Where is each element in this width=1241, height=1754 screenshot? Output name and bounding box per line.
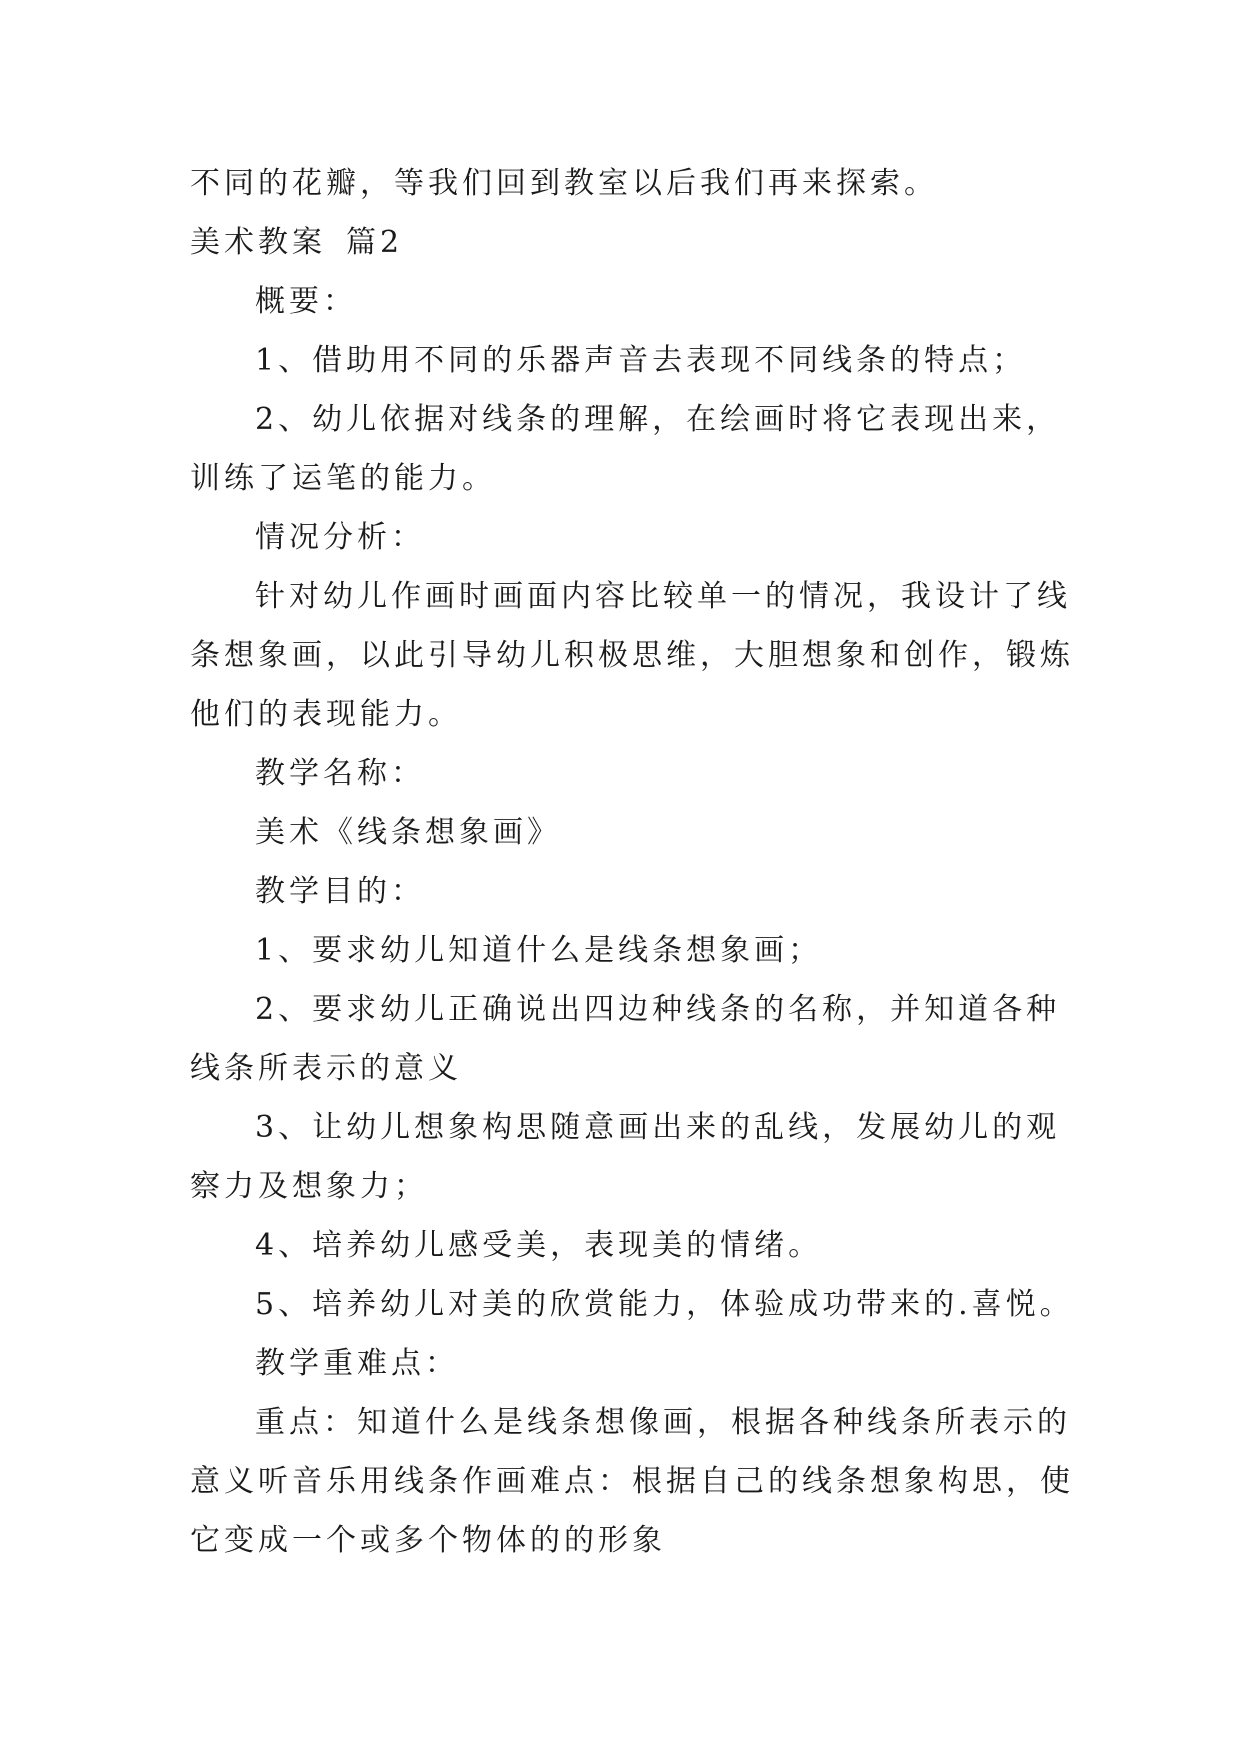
- paragraph-line: 重点：知道什么是线条想像画，根据各种线条所表示的: [255, 1405, 1071, 1440]
- paragraph-line: 训练了运笔的能力。: [190, 461, 496, 496]
- paragraph-line: 条想象画，以此引导幼儿积极思维，大胆想象和创作，锻炼: [190, 638, 1074, 673]
- paragraph-line: 4、培养幼儿感受美，表现美的情绪。: [255, 1228, 823, 1263]
- paragraph-line: 2、幼儿依据对线条的理解，在绘画时将它表现出来，: [255, 402, 1061, 437]
- paragraph-line: 教学目的：: [255, 874, 425, 909]
- paragraph-line: 它变成一个或多个物体的的形象: [190, 1523, 666, 1558]
- paragraph-line: 2、要求幼儿正确说出四边种线条的名称，并知道各种: [255, 992, 1061, 1027]
- section-heading: [190, 213, 1050, 272]
- paragraph-line: 美术《线条想象画》: [255, 815, 561, 850]
- paragraph-line: 教学重难点：: [255, 1346, 459, 1381]
- paragraph-line: 3、让幼儿想象构思随意画出来的乱线，发展幼儿的观: [255, 1110, 1061, 1145]
- paragraph-line: 针对幼儿作画时画面内容比较单一的情况，我设计了线: [255, 579, 1071, 614]
- paragraph-line: 1、借助用不同的乐器声音去表现不同线条的特点；: [255, 343, 1027, 378]
- paragraph-line: 教学名称：: [255, 756, 425, 791]
- paragraph-line: 察力及想象力；: [190, 1169, 428, 1204]
- section-title: 美术教案: [190, 225, 326, 260]
- document-body: [190, 154, 1074, 1570]
- paragraph-line: 情况分析：: [255, 520, 425, 555]
- section-number: 篇2: [346, 225, 404, 260]
- paragraph-line: 他们的表现能力。: [190, 697, 462, 732]
- paragraph-line: 概要：: [255, 284, 357, 319]
- paragraph-line: 5、培养幼儿对美的欣赏能力，体验成功带来的.喜悦。: [255, 1287, 1074, 1322]
- paragraph-line: 线条所表示的意义: [190, 1051, 462, 1086]
- paragraph-line: 1、要求幼儿知道什么是线条想象画；: [255, 933, 823, 968]
- paragraph-line: 不同的花瓣，等我们回到教室以后我们再来探索。: [190, 166, 938, 201]
- paragraph-line: 意义听音乐用线条作画难点：根据自己的线条想象构思，使: [190, 1464, 1074, 1499]
